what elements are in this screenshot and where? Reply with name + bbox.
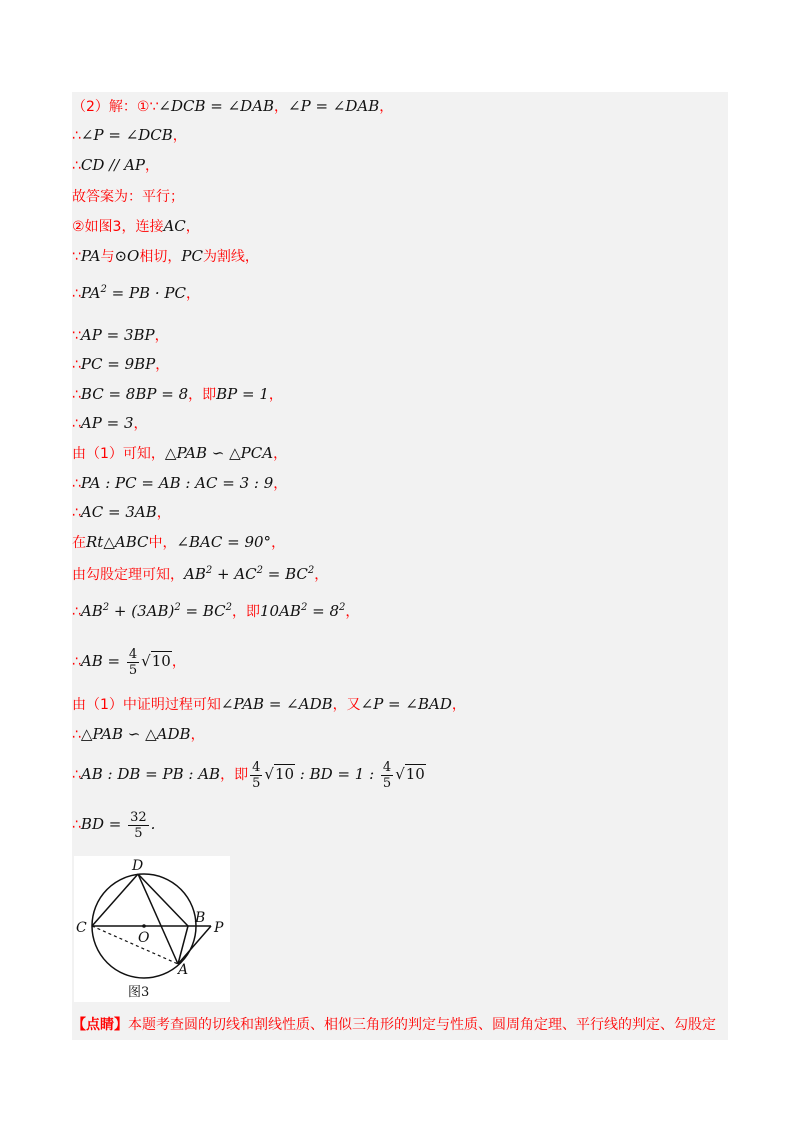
math-expr: AP = 3BP [80,326,155,344]
superscript: 2 [205,565,213,576]
solution-line-17 [72,598,359,622]
fraction-denominator: 5 [252,775,261,791]
math-expr: AC [163,217,186,235]
solution-line-10 [72,384,283,405]
circle-diagram [74,856,230,1002]
math-expr: △PAB ∽ △PCA [164,444,274,462]
math-expr: AB [184,565,206,583]
square-root: √10 [264,765,295,783]
math-expr: PC = 9BP [80,355,156,373]
math-expr: ∠PAB = ∠ADB [220,695,333,713]
therefore-symbol: ∴ [72,817,81,833]
math-expr: △PAB ∽ △ADB [80,725,191,743]
math-expr: AB : DB = PB : AB [80,765,221,783]
solution-line-11 [72,413,148,434]
radicand: 10 [151,652,171,670]
line-text: . [150,815,156,833]
line-text: ， [379,99,394,115]
superscript: 2 [100,284,107,295]
label-p: P [214,920,224,936]
math-expr: CD // AP [80,156,145,174]
line-text: ， [451,697,466,713]
solution-line-5 [72,216,200,237]
line-text: ， [156,505,171,521]
line-text: ， [172,128,187,144]
line-text: ， [133,416,148,432]
math-expr: : BD = 1 : [295,765,379,783]
math-expr: AC = 3AB [80,503,157,521]
therefore-symbol: ∴ [72,158,81,174]
therefore-symbol: ∴ [72,727,81,743]
math-expr: = BC [180,602,226,620]
solution-line-4 [72,187,184,207]
line-text: ， [171,654,186,670]
line-text: ， [154,328,169,344]
radicand: 10 [405,765,425,783]
label-c: C [76,920,87,936]
fraction-numerator: 32 [130,809,147,825]
therefore-symbol: ∴ [72,654,81,670]
superscript: 2 [307,565,315,576]
therefore-symbol: ∴ [72,505,81,521]
solution-line-9 [72,354,169,375]
answer-text: 故答案为：平行； [72,189,184,205]
line-text: 相切， [139,249,182,265]
line-text: 与 [100,249,115,265]
line-text: 在 [72,535,86,551]
math-expr: PA : PC = AB : AC = 3 : 9 [80,474,274,492]
center-point [142,924,146,928]
math-expr: ∠P = ∠BAD [360,695,452,713]
math-expr: PA [80,247,101,265]
fraction-denominator: 5 [128,662,138,678]
line-text: 由（1）中证明过程可知 [72,697,221,713]
math-expr: ∠P = ∠DAB [288,97,380,115]
remark-tag: 【点睛】 [72,1017,128,1033]
superscript: 2 [300,602,308,613]
fraction [128,810,149,841]
solution-line-20 [72,724,205,745]
math-expr: = BC [263,565,308,583]
solution-line-6 [72,246,259,267]
solution-line-2 [72,125,187,146]
math-expr: = PB · PC [106,284,186,302]
solution-line-3 [72,155,159,176]
line-text: ， [190,727,205,743]
line-text: ， [185,286,200,302]
square-root: √10 [141,652,171,670]
math-expr: ∠DCB = ∠DAB [158,97,275,115]
math-expr: AB = [80,652,125,670]
line-text: ， [185,219,200,235]
line-ca-dashed [92,926,178,964]
solution-line-19 [72,694,466,715]
fraction [127,647,139,678]
math-expr: BP = 1 [216,385,269,403]
square-root: √10 [395,765,425,783]
line-text: 由勾股定理可知， [72,567,184,583]
figure-caption: 图3 [128,985,150,1000]
math-expr: ∠BAC = 90° [176,533,272,551]
line-text: 由（1）可知， [72,446,165,462]
superscript: 2 [339,602,346,613]
math-expr: ⊙O [114,247,140,265]
math-expr: BD = [80,815,127,833]
line-text: ，又 [332,697,361,713]
math-expr: = 8 [307,602,339,620]
fraction-numerator: 4 [252,759,261,775]
solution-line-16 [72,561,328,585]
line-text: ， [273,446,288,462]
therefore-symbol: ∴ [72,767,81,783]
superscript: 2 [256,565,264,576]
math-expr: AP = 3 [80,414,134,432]
label-a: A [178,962,189,978]
label-d: D [132,858,144,874]
solution-line-13 [72,473,287,494]
solution-line-12 [72,443,287,464]
line-da [138,874,178,964]
line-text: ， [268,387,283,403]
math-expr: 10AB [260,602,301,620]
math-expr: AB [80,602,103,620]
geometry-figure [74,856,230,1002]
math-expr: + (3AB) [109,602,175,620]
math-expr: BC = 8BP = 8 [80,385,189,403]
math-expr: PA [80,284,101,302]
remark-line [72,1015,716,1035]
line-text: 中， [148,535,177,551]
line-text: ， [145,158,159,174]
solution-line-18 [72,644,186,679]
because-symbol: ∵ [72,249,81,265]
line-text: ， [345,604,360,620]
superscript: 2 [225,602,233,613]
therefore-symbol: ∴ [72,416,81,432]
solution-line-8 [72,325,169,346]
math-expr: ∠P = ∠DCB [80,126,173,144]
superscript: 2 [174,602,181,613]
because-symbol: ∵ [72,328,81,344]
line-text: ， [155,357,170,373]
math-expr: + AC [212,565,257,583]
radicand: 10 [274,765,295,783]
fraction-denominator: 5 [382,775,392,791]
solution-line-14 [72,502,171,523]
line-text: ， [274,99,289,115]
line-text: ，即 [220,767,249,783]
line-text: ，即 [188,387,217,403]
line-text: ， [314,567,329,583]
math-expr: Rt△ABC [86,533,149,551]
line-text: ， [271,535,286,551]
remark-text: 本题考查圆的切线和割线性质、相似三角形的判定与性质、圆周角定理、平行线的判定、勾股定 [128,1017,716,1033]
line-db [138,874,188,926]
line-text: ，即 [232,604,261,620]
solution-line-15 [72,532,285,553]
fraction-denominator: 5 [134,825,143,841]
solution-line-21 [72,757,426,792]
superscript: 2 [102,602,110,613]
fraction [381,760,393,791]
solution-line-7 [72,280,200,304]
label-b: B [195,910,206,926]
therefore-symbol: ∴ [72,128,81,144]
line-text: （2）解：①∵ [72,99,159,115]
line-text: ②如图3，连接 [72,219,164,235]
line-text: ， [273,476,288,492]
therefore-symbol: ∴ [72,476,81,492]
therefore-symbol: ∴ [72,387,81,403]
therefore-symbol: ∴ [72,604,81,620]
solution-line-22 [72,807,155,842]
fraction [250,760,262,791]
fraction-numerator: 4 [128,646,138,662]
therefore-symbol: ∴ [72,357,81,373]
label-o: O [138,930,150,946]
solution-line-1 [72,96,393,117]
therefore-symbol: ∴ [72,286,81,302]
math-expr: PC [181,247,203,265]
fraction-numerator: 4 [382,759,392,775]
line-text: 为割线， [202,249,259,265]
